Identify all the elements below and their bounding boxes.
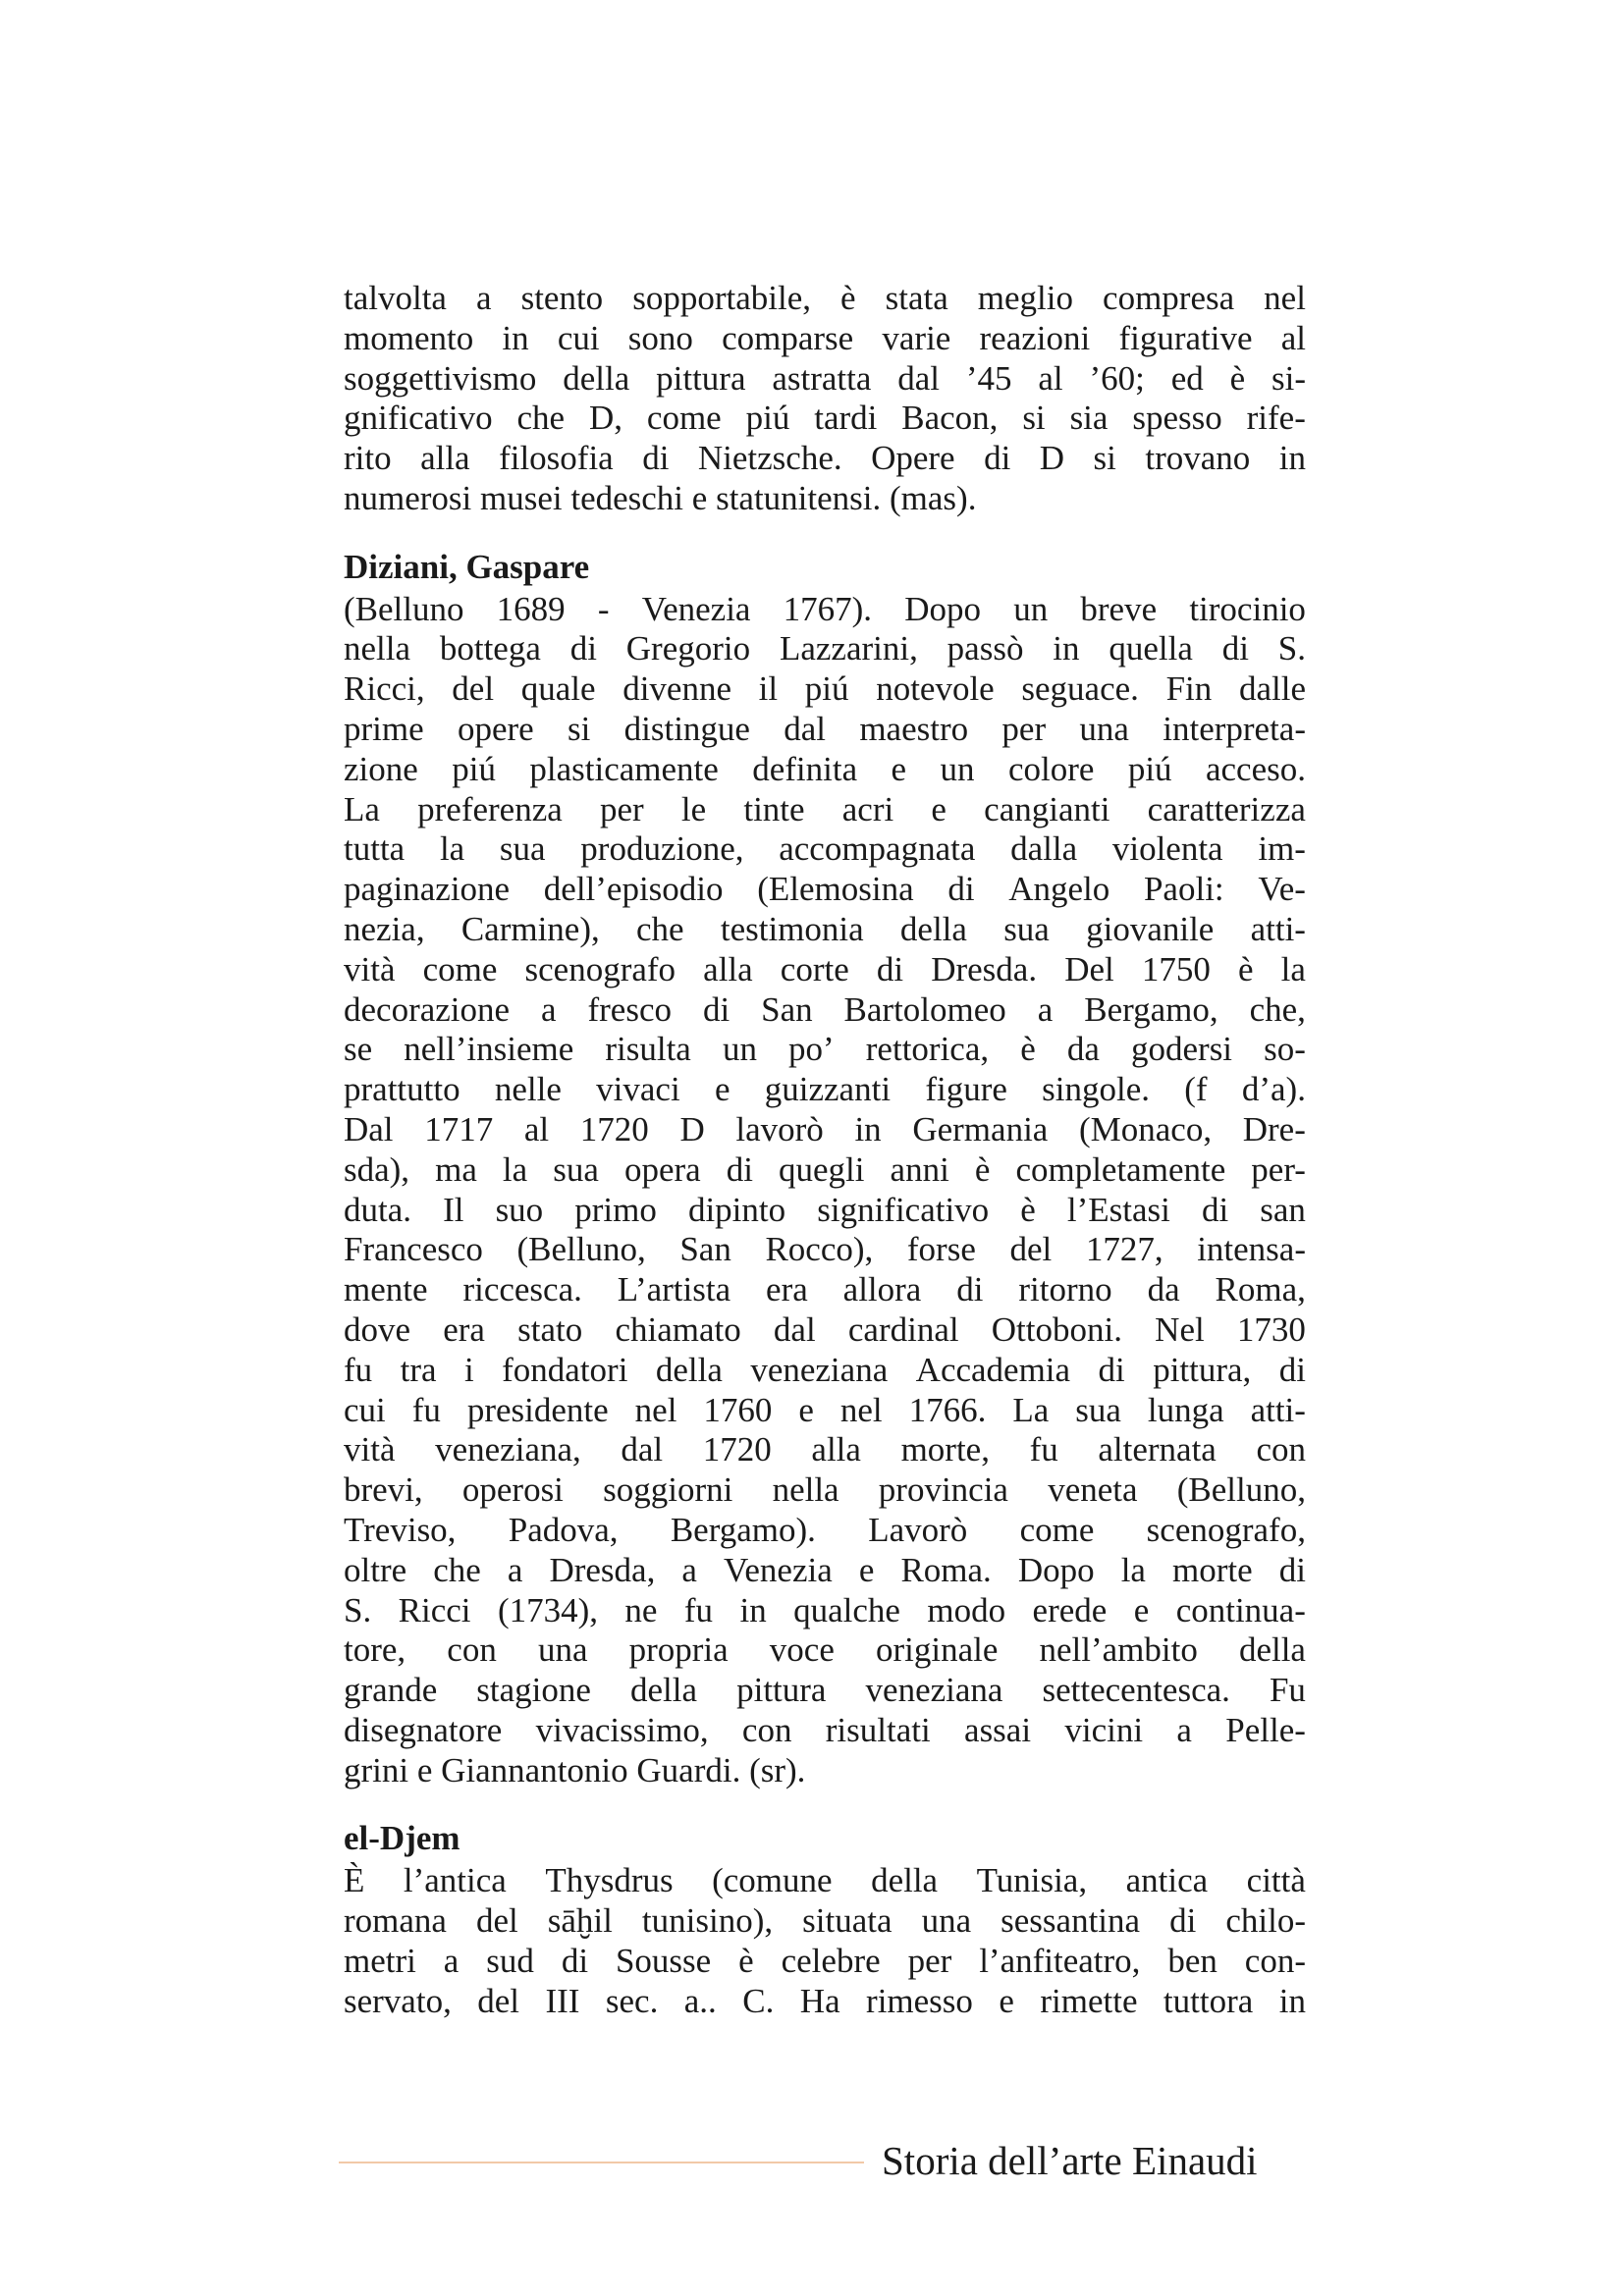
text-line: paginazione dell’episodio (Elemosina di Angelo Paoli: Ve- — [344, 870, 1306, 909]
text-line: mente riccesca. L’artista era allora di ritorno da Roma, — [344, 1270, 1306, 1309]
text-line: grande stagione della pittura veneziana settecentesca. Fu — [344, 1671, 1306, 1710]
text-line: È l’antica Thysdrus (comune della Tunisia, antica città — [344, 1861, 1306, 1900]
text-line: cui fu presidente nel 1760 e nel 1766. La sua lunga atti- — [344, 1390, 1306, 1429]
text-line: metri a sud di Sousse è celebre per l’anfiteatro, ben con- — [344, 1941, 1306, 1980]
text-column — [344, 279, 1306, 2021]
text-line: nezia, Carmine), che testimonia della sua giovanile atti- — [344, 909, 1306, 948]
text-line: gnificativo che D, come piú tardi Bacon, si sia spesso rife- — [344, 399, 1306, 438]
text-line: vità come scenografo alla corte di Dresda. Del 1750 è la — [344, 949, 1306, 988]
text-line: zione piú plasticamente definita e un colore piú acceso. — [344, 749, 1306, 788]
text-line: soggettivismo della pittura astratta dal ’45 al ’60; ed è si- — [344, 358, 1306, 398]
text-line: prattutto nelle vivaci e guizzanti figure singole. (f d’a). — [344, 1070, 1306, 1109]
text-line: Dal 1717 al 1720 D lavorò in Germania (Monaco, Dre- — [344, 1109, 1306, 1148]
text-line: decorazione a fresco di San Bartolomeo a Bergamo, che, — [344, 989, 1306, 1029]
text-line: rito alla filosofia di Nietzsche. Opere di D si trovano in — [344, 439, 1306, 478]
text-line: numerosi musei tedeschi e statunitensi. (mas). — [344, 478, 977, 517]
text-line: talvolta a stento sopportabile, è stata meglio compresa nel — [344, 279, 1306, 317]
text-line: prime opere si distingue dal maestro per una interpreta- — [344, 709, 1306, 748]
text-line: Ricci, del quale divenne il piú notevole seguace. Fin dalle — [344, 669, 1306, 709]
entry-heading: Diziani, Gaspare — [344, 547, 590, 586]
text-line: La preferenza per le tinte acri e cangianti caratterizza — [344, 789, 1306, 828]
text-line: Treviso, Padova, Bergamo). Lavorò come scenografo, — [344, 1510, 1306, 1549]
text-line: oltre che a Dresda, a Venezia e Roma. Dopo la morte di — [344, 1550, 1306, 1589]
text-line: grini e Giannantonio Guardi. (sr). — [344, 1750, 806, 1789]
text-line: vità veneziana, dal 1720 alla morte, fu alternata con — [344, 1430, 1306, 1469]
text-line: se nell’insieme risulta un po’ rettorica, è da godersi so- — [344, 1030, 1306, 1069]
entry-heading: el-Djem — [344, 1819, 460, 1858]
text-line: sda), ma la sua opera di quegli anni è completamente per- — [344, 1149, 1306, 1189]
footer-rule — [339, 2162, 864, 2163]
text-line: servato, del III sec. a.. C. Ha rimesso e rimette tuttora in — [344, 1981, 1306, 2020]
text-line: romana del sāḫil tunisino), situata una sessantina di chilo- — [344, 1901, 1306, 1941]
text-line: fu tra i fondatori della veneziana Accademia di pittura, di — [344, 1350, 1306, 1389]
text-line: tutta la sua produzione, accompagnata dalla violenta im- — [344, 829, 1306, 869]
text-line: brevi, operosi soggiorni nella provincia veneta (Belluno, — [344, 1470, 1306, 1510]
text-line: Francesco (Belluno, San Rocco), forse del 1727, intensa- — [344, 1230, 1306, 1269]
text-line: disegnatore vivacissimo, con risultati assai vicini a Pelle- — [344, 1710, 1306, 1749]
text-line: (Belluno 1689 - Venezia 1767). Dopo un breve tirocinio — [344, 589, 1306, 628]
text-line: dove era stato chiamato dal cardinal Ottoboni. Nel 1730 — [344, 1309, 1306, 1349]
text-line: momento in cui sono comparse varie reazioni figurative al — [344, 318, 1306, 357]
text-line: nella bottega di Gregorio Lazzarini, passò in quella di S. — [344, 629, 1306, 668]
text-line: tore, con una propria voce originale nell’ambito della — [344, 1630, 1306, 1670]
text-line: S. Ricci (1734), ne fu in qualche modo erede e continua- — [344, 1590, 1306, 1629]
text-line: duta. Il suo primo dipinto significativo è l’Estasi di san — [344, 1190, 1306, 1229]
footer-title: Storia dell’arte Einaudi — [882, 2138, 1258, 2183]
